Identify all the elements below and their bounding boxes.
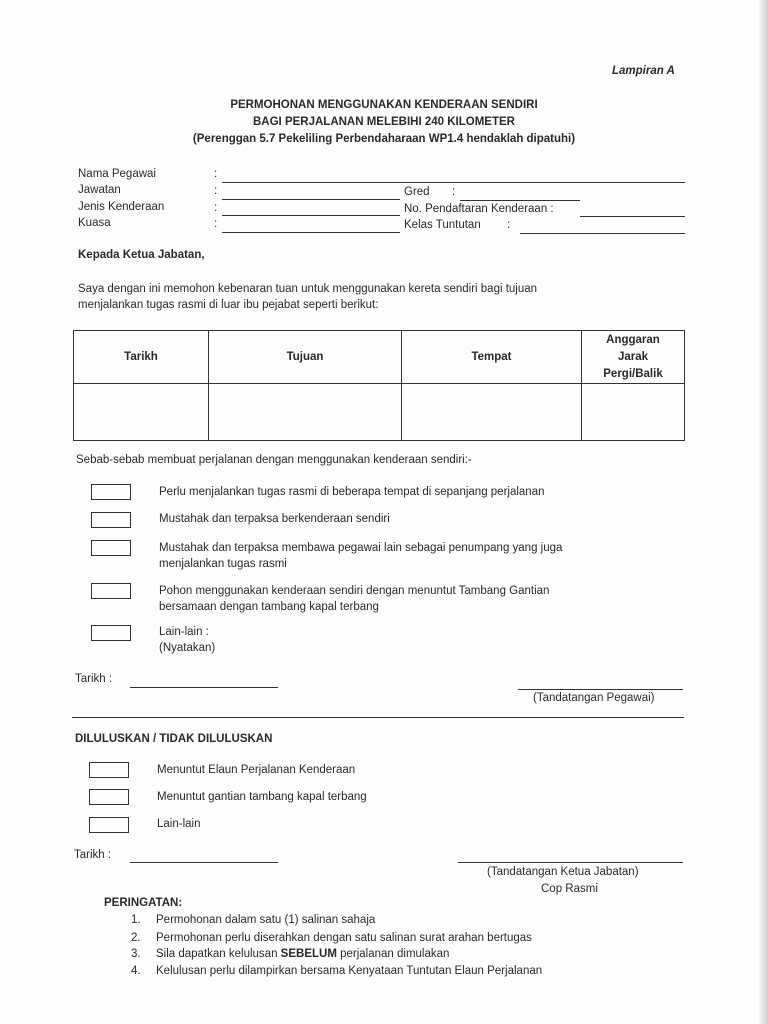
jawatan-line[interactable] xyxy=(222,199,400,200)
note-3-post: perjalanan dimulakan xyxy=(336,948,450,960)
approval-date-label: Tarikh : xyxy=(74,849,112,861)
label-jawatan: Jawatan xyxy=(78,184,121,196)
approval-option-1: Menuntut Elaun Perjalanan Kenderaan xyxy=(157,764,356,776)
reason-4-line-2: bersamaan dengan tambang kapal terbang xyxy=(159,601,379,613)
reason-checkbox-1[interactable] xyxy=(91,484,131,500)
header-anggaran-jarak xyxy=(582,331,685,384)
note-4: Kelulusan perlu dilampirkan bersama Kenyataan Tuntutan Elaun Perjalanan xyxy=(156,965,543,977)
header-pergi-balik: Pergi/Balik xyxy=(603,367,663,380)
jenis-kenderaan-line[interactable] xyxy=(222,215,400,216)
title-line-3: (Perenggan 5.7 Pekeliling Perbendaharaan WP1.4 hendaklah dipatuhi) xyxy=(192,133,576,145)
reason-checkbox-2[interactable] xyxy=(91,512,131,528)
colon: : xyxy=(507,219,511,231)
header-jarak: Jarak xyxy=(617,350,649,363)
note-number-3: 3. xyxy=(131,948,141,960)
head-signature-label: (Tandatangan Ketua Jabatan) xyxy=(487,866,639,878)
kelas-tuntutan-line[interactable] xyxy=(520,233,685,234)
applicant-date-line[interactable] xyxy=(130,687,278,688)
intro-line-2: menjalankan tugas rasmi di luar ibu pejabat seperti berikut: xyxy=(78,299,379,311)
label-nama-pegawai: Nama Pegawai xyxy=(78,168,156,180)
head-signature-line[interactable] xyxy=(458,862,683,863)
label-jenis-kenderaan: Jenis Kenderaan xyxy=(78,201,165,213)
reason-4-line-1: Pohon menggunakan kenderaan sendiri dengan menuntut Tambang Gantian xyxy=(159,585,550,597)
nama-pegawai-line[interactable] xyxy=(222,182,685,183)
colon: : xyxy=(214,202,218,214)
colon: : xyxy=(214,185,218,197)
approval-date-line[interactable] xyxy=(130,862,278,863)
official-stamp-label: Cop Rasmi xyxy=(541,883,598,895)
label-gred: Gred xyxy=(404,186,430,198)
cell-tujuan[interactable] xyxy=(209,384,402,441)
approval-option-2: Menuntut gantian tambang kapal terbang xyxy=(157,791,367,803)
header-tujuan: Tujuan xyxy=(209,331,402,384)
label-kelas-tuntutan: Kelas Tuntutan xyxy=(404,219,481,231)
colon: : xyxy=(452,186,456,198)
note-3-bold: SEBELUM xyxy=(280,948,337,960)
gred-line[interactable] xyxy=(460,200,580,201)
cell-jarak[interactable] xyxy=(582,384,685,441)
applicant-signature-label: (Tandatangan Pegawai) xyxy=(533,692,655,704)
label-no-pendaftaran: No. Pendaftaran Kenderaan : xyxy=(404,203,554,215)
annex-label: Lampiran A xyxy=(612,65,675,77)
reason-checkbox-3[interactable] xyxy=(91,540,131,556)
reason-2: Mustahak dan terpaksa berkenderaan sendiri xyxy=(159,513,390,525)
cell-tarikh[interactable] xyxy=(74,384,209,441)
travel-table xyxy=(73,330,685,441)
approval-checkbox-2[interactable] xyxy=(89,789,129,805)
reason-3-line-2: menjalankan tugas rasmi xyxy=(159,558,287,570)
note-3-pre: Sila dapatkan kelulusan xyxy=(156,948,281,960)
note-number-4: 4. xyxy=(131,965,141,977)
note-number-1: 1. xyxy=(131,914,141,926)
section-divider xyxy=(72,717,684,718)
reason-checkbox-5[interactable] xyxy=(91,625,131,641)
notes-heading: PERINGATAN: xyxy=(104,897,183,909)
colon: : xyxy=(214,218,218,230)
reason-3-line-1: Mustahak dan terpaksa membawa pegawai lain sebagai penumpang yang juga xyxy=(159,542,563,554)
approval-option-3: Lain-lain xyxy=(157,818,201,830)
applicant-signature-line[interactable] xyxy=(518,689,683,690)
colon: : xyxy=(214,168,218,180)
note-3 xyxy=(156,948,449,960)
reasons-heading: Sebab-sebab membuat perjalanan dengan menggunakan kenderaan sendiri:- xyxy=(76,454,472,466)
cell-tempat[interactable] xyxy=(402,384,582,441)
reason-checkbox-4[interactable] xyxy=(91,583,131,599)
approval-checkbox-1[interactable] xyxy=(89,762,129,778)
header-tempat: Tempat xyxy=(402,331,582,384)
title-line-1: PERMOHONAN MENGGUNAKAN KENDERAAN SENDIRI xyxy=(230,99,538,111)
approval-heading: DILULUSKAN / TIDAK DILULUSKAN xyxy=(75,733,273,745)
kuasa-line[interactable] xyxy=(222,232,400,233)
reason-5-line-2: (Nyatakan) xyxy=(159,642,216,654)
salutation: Kepada Ketua Jabatan, xyxy=(78,249,205,261)
approval-checkbox-3[interactable] xyxy=(89,817,129,833)
note-1: Permohonan dalam satu (1) salinan sahaja xyxy=(156,914,376,926)
header-tarikh: Tarikh xyxy=(74,331,209,384)
applicant-date-label: Tarikh : xyxy=(75,673,113,685)
note-2: Permohonan perlu diserahkan dengan satu salinan surat arahan bertugas xyxy=(156,932,532,944)
scan-edge-shadow xyxy=(758,0,768,1024)
intro-line-1: Saya dengan ini memohon kebenaran tuan untuk menggunakan kereta sendiri bagi tujuan xyxy=(78,283,538,295)
reason-1: Perlu menjalankan tugas rasmi di beberapa tempat di sepanjang perjalanan xyxy=(159,486,545,498)
reason-5-line-1: Lain-lain : xyxy=(159,626,209,638)
note-number-2: 2. xyxy=(131,932,141,944)
label-kuasa: Kuasa xyxy=(78,217,111,229)
header-anggaran: Anggaran xyxy=(606,333,660,346)
title-line-2: BAGI PERJALANAN MELEBIHI 240 KILOMETER xyxy=(253,116,515,128)
no-pendaftaran-line[interactable] xyxy=(580,216,685,217)
